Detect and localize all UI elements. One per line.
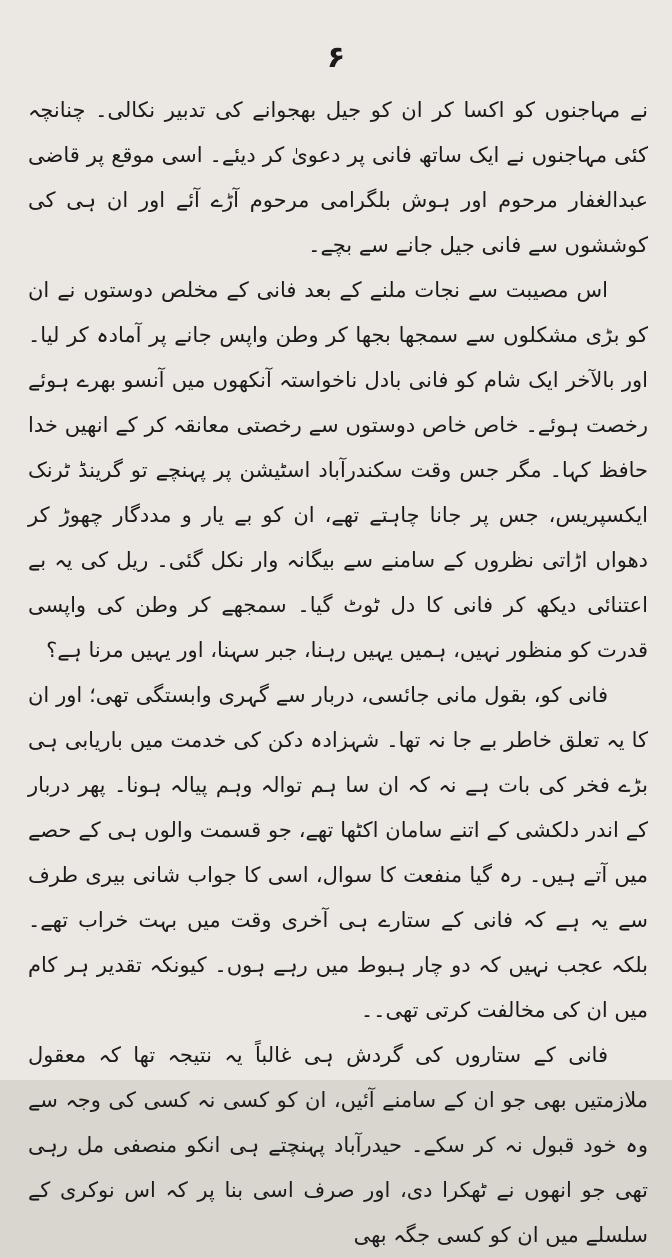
paragraph-3: فانی کو، بقول مانی جائسی، دربار سے گہری وابستگی تھی؛ اور ان کا یہ تعلق خاطر بے جا نہ تھا۔ شہزادہ دکن کی خدمت میں باریابی ہی بڑے فخر کی بات ہے نہ کہ ان سا ہم توالہ وہم پیالہ ہونا۔ پھر دربار کے اندر دلکشی کے اتنے سامان اکٹھا تھے، جو قسمت والوں ہی کے حصے میں آتے ہیں۔ رہ گیا منفعت کا سوال، اسی کا جواب شانی بیری طرف سے یہ ہے کہ فانی کے ستارے ہی آخری وقت میں بہت خراب تھے۔ بلکہ عجب نہیں کہ دو چار ہبوط میں رہے ہوں۔ کیونکہ تقدیر ہر کام میں ان کی مخالفت کرتی تھی۔۔ [28,683,648,1022]
page-text-body [28,88,648,1258]
page-number: ۶ [326,40,346,75]
paragraph-2: اس مصیبت سے نجات ملنے کے بعد فانی کے مخلص دوستوں نے ان کو بڑی مشکلوں سے سمجھا بجھا کر وطن واپس جانے پر آمادہ کر لیا۔ اور بالآخر ایک شام کو فانی بادل ناخواستہ آنکھوں میں آنسو بھرے ہوئے رخصت ہوئے۔ خاص خاص دوستوں سے رخصتی معانقہ کر کے انھیں خدا حافظ کہا۔ مگر جس وقت سکندرآباد اسٹیشن پر پہنچے تو گرینڈ ٹرنک ایکسپریس، جس پر جانا چاہتے تھے، ان کو بے یار و مددگار چھوڑ کر دھواں اڑاتی نظروں کے سامنے سے بیگانہ وار نکل گئی۔ ریل کی یہ بے اعتنائی دیکھ کر فانی کا دل ٹوٹ گیا۔ سمجھے کر وطن کی واپسی قدرت کو منظور نہیں، ہمیں یہیں رہنا، جبر سہنا، اور یہیں مرنا ہے؟ [28,278,648,662]
paragraph-4: فانی کے ستاروں کی گردش ہی غالباً یہ نتیجہ تھا کہ معقول ملازمتیں بھی جو ان کے سامنے آئیں، ان کو کسی نہ کسی کی وجہ سے وہ خود قبول نہ کر سکے۔ حیدرآباد پہنچتے ہی انکو منصفی مل رہی تھی جو انھوں نے ٹھکرا دی، اور صرف اسی بنا پر کہ اس نوکری کے سلسلے میں ان کو کسی جگہ بھی [28,1043,648,1247]
paragraph-1: نے مہاجنوں کو اکسا کر ان کو جیل بھجوانے کی تدبیر نکالی۔ چنانچہ کئی مہاجنوں نے ایک ساتھ فانی پر دعویٰ کر دیئے۔ اسی موقع پر قاضی عبدالغفار مرحوم اور ہوش بلگرامی مرحوم آڑے آئے اور ان ہی کی کوششوں سے فانی جیل جانے سے بچے۔ [28,98,648,257]
